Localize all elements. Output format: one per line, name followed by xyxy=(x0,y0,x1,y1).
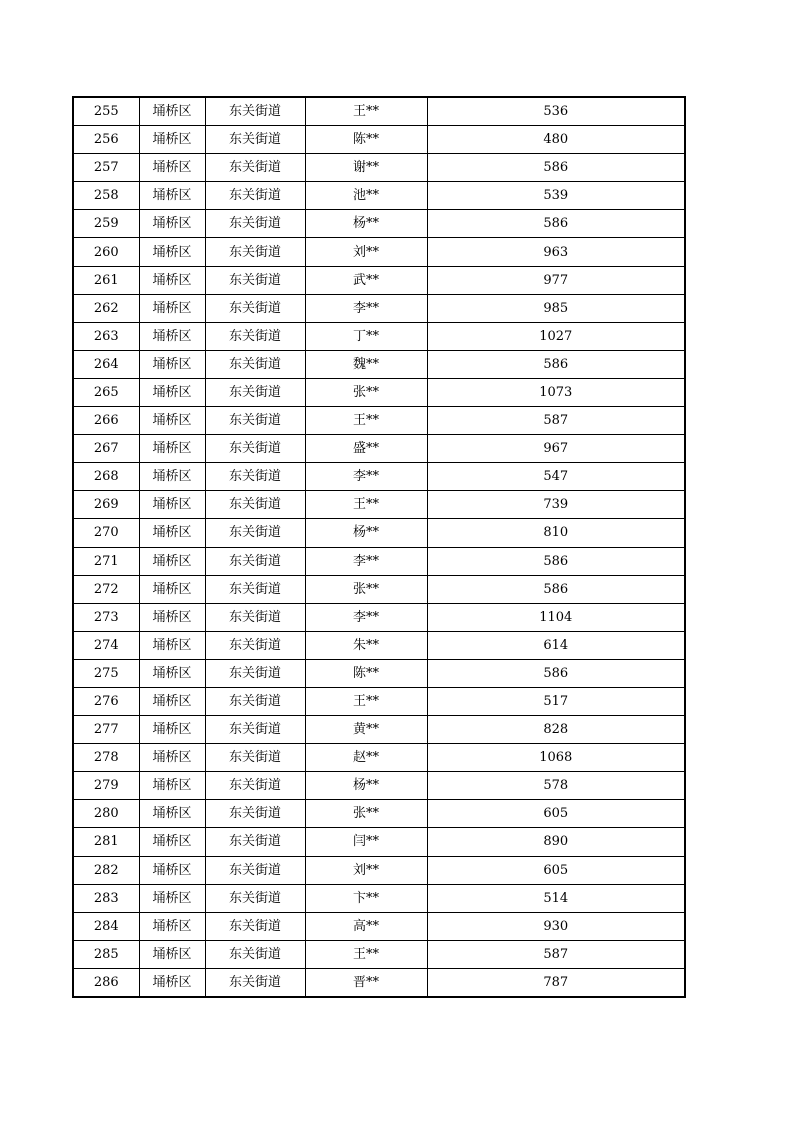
district-cell: 埇桥区 xyxy=(139,575,205,603)
row-number-cell: 285 xyxy=(73,940,139,968)
district-cell: 埇桥区 xyxy=(139,940,205,968)
row-number-cell: 262 xyxy=(73,294,139,322)
amount-cell: 739 xyxy=(427,491,685,519)
data-table xyxy=(72,96,686,998)
district-cell: 埇桥区 xyxy=(139,828,205,856)
amount-cell: 578 xyxy=(427,772,685,800)
row-number-cell: 278 xyxy=(73,744,139,772)
name-cell: 武** xyxy=(305,266,427,294)
amount-cell: 1104 xyxy=(427,603,685,631)
district-cell: 埇桥区 xyxy=(139,772,205,800)
amount-cell: 1027 xyxy=(427,322,685,350)
table-row xyxy=(73,716,685,744)
street-cell: 东关街道 xyxy=(205,575,305,603)
street-cell: 东关街道 xyxy=(205,378,305,406)
amount-cell: 1068 xyxy=(427,744,685,772)
row-number-cell: 270 xyxy=(73,519,139,547)
row-number-cell: 271 xyxy=(73,547,139,575)
name-cell: 赵** xyxy=(305,744,427,772)
table-row xyxy=(73,856,685,884)
amount-cell: 985 xyxy=(427,294,685,322)
name-cell: 晋** xyxy=(305,968,427,997)
name-cell: 黄** xyxy=(305,716,427,744)
row-number-cell: 260 xyxy=(73,238,139,266)
amount-cell: 586 xyxy=(427,350,685,378)
name-cell: 池** xyxy=(305,182,427,210)
name-cell: 张** xyxy=(305,800,427,828)
district-cell: 埇桥区 xyxy=(139,659,205,687)
district-cell: 埇桥区 xyxy=(139,800,205,828)
amount-cell: 539 xyxy=(427,182,685,210)
amount-cell: 586 xyxy=(427,659,685,687)
table-row xyxy=(73,884,685,912)
amount-cell: 930 xyxy=(427,912,685,940)
amount-cell: 587 xyxy=(427,407,685,435)
row-number-cell: 275 xyxy=(73,659,139,687)
row-number-cell: 259 xyxy=(73,210,139,238)
amount-cell: 977 xyxy=(427,266,685,294)
row-number-cell: 281 xyxy=(73,828,139,856)
district-cell: 埇桥区 xyxy=(139,491,205,519)
row-number-cell: 272 xyxy=(73,575,139,603)
street-cell: 东关街道 xyxy=(205,350,305,378)
street-cell: 东关街道 xyxy=(205,800,305,828)
name-cell: 高** xyxy=(305,912,427,940)
name-cell: 丁** xyxy=(305,322,427,350)
row-number-cell: 256 xyxy=(73,126,139,154)
name-cell: 王** xyxy=(305,940,427,968)
amount-cell: 586 xyxy=(427,210,685,238)
table-row xyxy=(73,238,685,266)
district-cell: 埇桥区 xyxy=(139,210,205,238)
street-cell: 东关街道 xyxy=(205,968,305,997)
district-cell: 埇桥区 xyxy=(139,182,205,210)
street-cell: 东关街道 xyxy=(205,940,305,968)
name-cell: 李** xyxy=(305,463,427,491)
street-cell: 东关街道 xyxy=(205,97,305,126)
table-row xyxy=(73,378,685,406)
row-number-cell: 265 xyxy=(73,378,139,406)
street-cell: 东关街道 xyxy=(205,912,305,940)
table-row xyxy=(73,687,685,715)
name-cell: 李** xyxy=(305,603,427,631)
name-cell: 卞** xyxy=(305,884,427,912)
district-cell: 埇桥区 xyxy=(139,968,205,997)
name-cell: 魏** xyxy=(305,350,427,378)
table-row xyxy=(73,968,685,997)
row-number-cell: 286 xyxy=(73,968,139,997)
name-cell: 王** xyxy=(305,687,427,715)
name-cell: 张** xyxy=(305,378,427,406)
table-row xyxy=(73,519,685,547)
amount-cell: 547 xyxy=(427,463,685,491)
table-row xyxy=(73,603,685,631)
street-cell: 东关街道 xyxy=(205,687,305,715)
street-cell: 东关街道 xyxy=(205,631,305,659)
table-row xyxy=(73,744,685,772)
row-number-cell: 258 xyxy=(73,182,139,210)
street-cell: 东关街道 xyxy=(205,126,305,154)
table-row xyxy=(73,266,685,294)
name-cell: 陈** xyxy=(305,126,427,154)
table-row xyxy=(73,210,685,238)
street-cell: 东关街道 xyxy=(205,519,305,547)
name-cell: 李** xyxy=(305,547,427,575)
row-number-cell: 277 xyxy=(73,716,139,744)
street-cell: 东关街道 xyxy=(205,238,305,266)
street-cell: 东关街道 xyxy=(205,716,305,744)
name-cell: 朱** xyxy=(305,631,427,659)
amount-cell: 480 xyxy=(427,126,685,154)
row-number-cell: 261 xyxy=(73,266,139,294)
table-row xyxy=(73,575,685,603)
row-number-cell: 276 xyxy=(73,687,139,715)
row-number-cell: 268 xyxy=(73,463,139,491)
district-cell: 埇桥区 xyxy=(139,884,205,912)
table-row xyxy=(73,547,685,575)
district-cell: 埇桥区 xyxy=(139,126,205,154)
street-cell: 东关街道 xyxy=(205,210,305,238)
amount-cell: 605 xyxy=(427,800,685,828)
row-number-cell: 255 xyxy=(73,97,139,126)
table-row xyxy=(73,154,685,182)
row-number-cell: 273 xyxy=(73,603,139,631)
street-cell: 东关街道 xyxy=(205,744,305,772)
name-cell: 王** xyxy=(305,97,427,126)
amount-cell: 586 xyxy=(427,575,685,603)
district-cell: 埇桥区 xyxy=(139,744,205,772)
name-cell: 王** xyxy=(305,491,427,519)
district-cell: 埇桥区 xyxy=(139,322,205,350)
district-cell: 埇桥区 xyxy=(139,378,205,406)
name-cell: 张** xyxy=(305,575,427,603)
row-number-cell: 280 xyxy=(73,800,139,828)
row-number-cell: 266 xyxy=(73,407,139,435)
table-row xyxy=(73,407,685,435)
district-cell: 埇桥区 xyxy=(139,407,205,435)
street-cell: 东关街道 xyxy=(205,884,305,912)
district-cell: 埇桥区 xyxy=(139,912,205,940)
amount-cell: 536 xyxy=(427,97,685,126)
table-row xyxy=(73,435,685,463)
amount-cell: 1073 xyxy=(427,378,685,406)
street-cell: 东关街道 xyxy=(205,772,305,800)
street-cell: 东关街道 xyxy=(205,435,305,463)
street-cell: 东关街道 xyxy=(205,856,305,884)
amount-cell: 605 xyxy=(427,856,685,884)
district-cell: 埇桥区 xyxy=(139,603,205,631)
row-number-cell: 264 xyxy=(73,350,139,378)
name-cell: 盛** xyxy=(305,435,427,463)
amount-cell: 514 xyxy=(427,884,685,912)
amount-cell: 963 xyxy=(427,238,685,266)
table-row xyxy=(73,350,685,378)
amount-cell: 828 xyxy=(427,716,685,744)
table-body xyxy=(73,97,685,997)
name-cell: 刘** xyxy=(305,238,427,266)
street-cell: 东关街道 xyxy=(205,659,305,687)
district-cell: 埇桥区 xyxy=(139,463,205,491)
table-row xyxy=(73,800,685,828)
table-row xyxy=(73,97,685,126)
street-cell: 东关街道 xyxy=(205,603,305,631)
row-number-cell: 282 xyxy=(73,856,139,884)
row-number-cell: 257 xyxy=(73,154,139,182)
amount-cell: 810 xyxy=(427,519,685,547)
street-cell: 东关街道 xyxy=(205,322,305,350)
name-cell: 谢** xyxy=(305,154,427,182)
table-row xyxy=(73,940,685,968)
district-cell: 埇桥区 xyxy=(139,687,205,715)
name-cell: 杨** xyxy=(305,772,427,800)
row-number-cell: 269 xyxy=(73,491,139,519)
amount-cell: 967 xyxy=(427,435,685,463)
district-cell: 埇桥区 xyxy=(139,547,205,575)
name-cell: 闫** xyxy=(305,828,427,856)
table-row xyxy=(73,659,685,687)
amount-cell: 787 xyxy=(427,968,685,997)
street-cell: 东关街道 xyxy=(205,463,305,491)
row-number-cell: 279 xyxy=(73,772,139,800)
table-row xyxy=(73,491,685,519)
name-cell: 刘** xyxy=(305,856,427,884)
street-cell: 东关街道 xyxy=(205,154,305,182)
district-cell: 埇桥区 xyxy=(139,716,205,744)
district-cell: 埇桥区 xyxy=(139,856,205,884)
row-number-cell: 274 xyxy=(73,631,139,659)
district-cell: 埇桥区 xyxy=(139,631,205,659)
street-cell: 东关街道 xyxy=(205,547,305,575)
amount-cell: 517 xyxy=(427,687,685,715)
table-row xyxy=(73,322,685,350)
name-cell: 杨** xyxy=(305,519,427,547)
row-number-cell: 284 xyxy=(73,912,139,940)
street-cell: 东关街道 xyxy=(205,294,305,322)
street-cell: 东关街道 xyxy=(205,828,305,856)
district-cell: 埇桥区 xyxy=(139,294,205,322)
name-cell: 陈** xyxy=(305,659,427,687)
district-cell: 埇桥区 xyxy=(139,266,205,294)
district-cell: 埇桥区 xyxy=(139,97,205,126)
street-cell: 东关街道 xyxy=(205,266,305,294)
district-cell: 埇桥区 xyxy=(139,154,205,182)
street-cell: 东关街道 xyxy=(205,182,305,210)
table-row xyxy=(73,828,685,856)
name-cell: 王** xyxy=(305,407,427,435)
table-row xyxy=(73,182,685,210)
street-cell: 东关街道 xyxy=(205,407,305,435)
district-cell: 埇桥区 xyxy=(139,350,205,378)
amount-cell: 587 xyxy=(427,940,685,968)
table-row xyxy=(73,912,685,940)
amount-cell: 614 xyxy=(427,631,685,659)
table-row xyxy=(73,294,685,322)
row-number-cell: 263 xyxy=(73,322,139,350)
amount-cell: 890 xyxy=(427,828,685,856)
row-number-cell: 267 xyxy=(73,435,139,463)
table-row xyxy=(73,772,685,800)
amount-cell: 586 xyxy=(427,547,685,575)
table-row xyxy=(73,631,685,659)
name-cell: 李** xyxy=(305,294,427,322)
district-cell: 埇桥区 xyxy=(139,238,205,266)
row-number-cell: 283 xyxy=(73,884,139,912)
district-cell: 埇桥区 xyxy=(139,435,205,463)
name-cell: 杨** xyxy=(305,210,427,238)
amount-cell: 586 xyxy=(427,154,685,182)
district-cell: 埇桥区 xyxy=(139,519,205,547)
table-row xyxy=(73,463,685,491)
table-row xyxy=(73,126,685,154)
street-cell: 东关街道 xyxy=(205,491,305,519)
